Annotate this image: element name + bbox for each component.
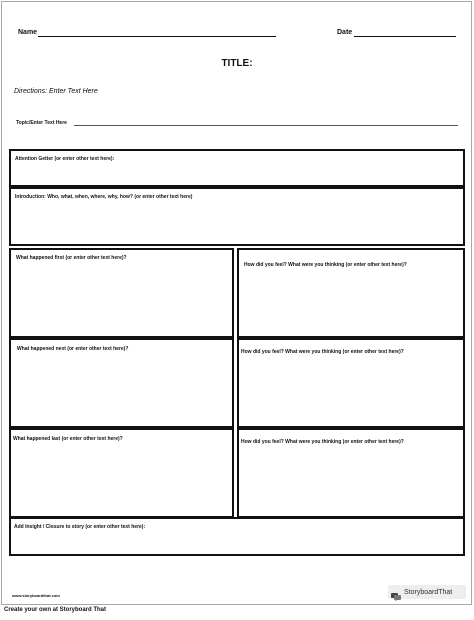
- feel-first-box[interactable]: [237, 248, 465, 338]
- storyboardthat-logo[interactable]: [388, 585, 466, 599]
- happened-next-label: What happened next (or enter other text here)?: [17, 346, 129, 352]
- closure-label: Add Insight / Closure to story (or enter other text here):: [14, 524, 146, 530]
- name-label: Name: [18, 29, 38, 36]
- happened-first-label: What happened first (or enter other text here)?: [16, 255, 127, 261]
- introduction-label: Introduction: Who, what, when, where, why, how? (or enter other text here): [15, 194, 193, 200]
- topic-label[interactable]: Topic/Enter Text Here: [16, 120, 67, 126]
- attention-getter-label: Attention Getter (or enter other text here):: [15, 156, 115, 162]
- happened-first-box[interactable]: [9, 248, 234, 338]
- feel-last-label: How did you feel? What were you thinking (or enter other text here)?: [241, 439, 404, 445]
- page-title[interactable]: TITLE:: [221, 58, 253, 69]
- directions-text[interactable]: Directions: Enter Text Here: [14, 88, 98, 95]
- brand-name: StoryboardThat: [404, 588, 453, 596]
- attention-getter-box[interactable]: [9, 149, 465, 187]
- feel-first-label: How did you feel? What were you thinking (or enter other text here)?: [244, 262, 407, 268]
- feel-last-box[interactable]: [237, 428, 465, 518]
- happened-last-label: What happened last (or enter other text here)?: [13, 436, 123, 442]
- name-field[interactable]: [38, 36, 276, 37]
- feel-next-box[interactable]: [237, 338, 465, 428]
- happened-last-box[interactable]: [9, 428, 234, 518]
- happened-next-box[interactable]: [9, 338, 234, 428]
- closure-box[interactable]: [9, 517, 465, 556]
- create-your-own-link[interactable]: Create your own at Storyboard That: [4, 607, 107, 613]
- introduction-box[interactable]: [9, 187, 465, 246]
- footer-url[interactable]: www.storyboardthat.com: [12, 593, 60, 598]
- date-label: Date: [337, 29, 353, 36]
- topic-field[interactable]: [74, 125, 458, 126]
- date-field[interactable]: [354, 36, 456, 37]
- feel-next-label: How did you feel? What were you thinking (or enter other text here)?: [241, 349, 404, 355]
- storyboard-speech-bubble-icon: [391, 588, 401, 596]
